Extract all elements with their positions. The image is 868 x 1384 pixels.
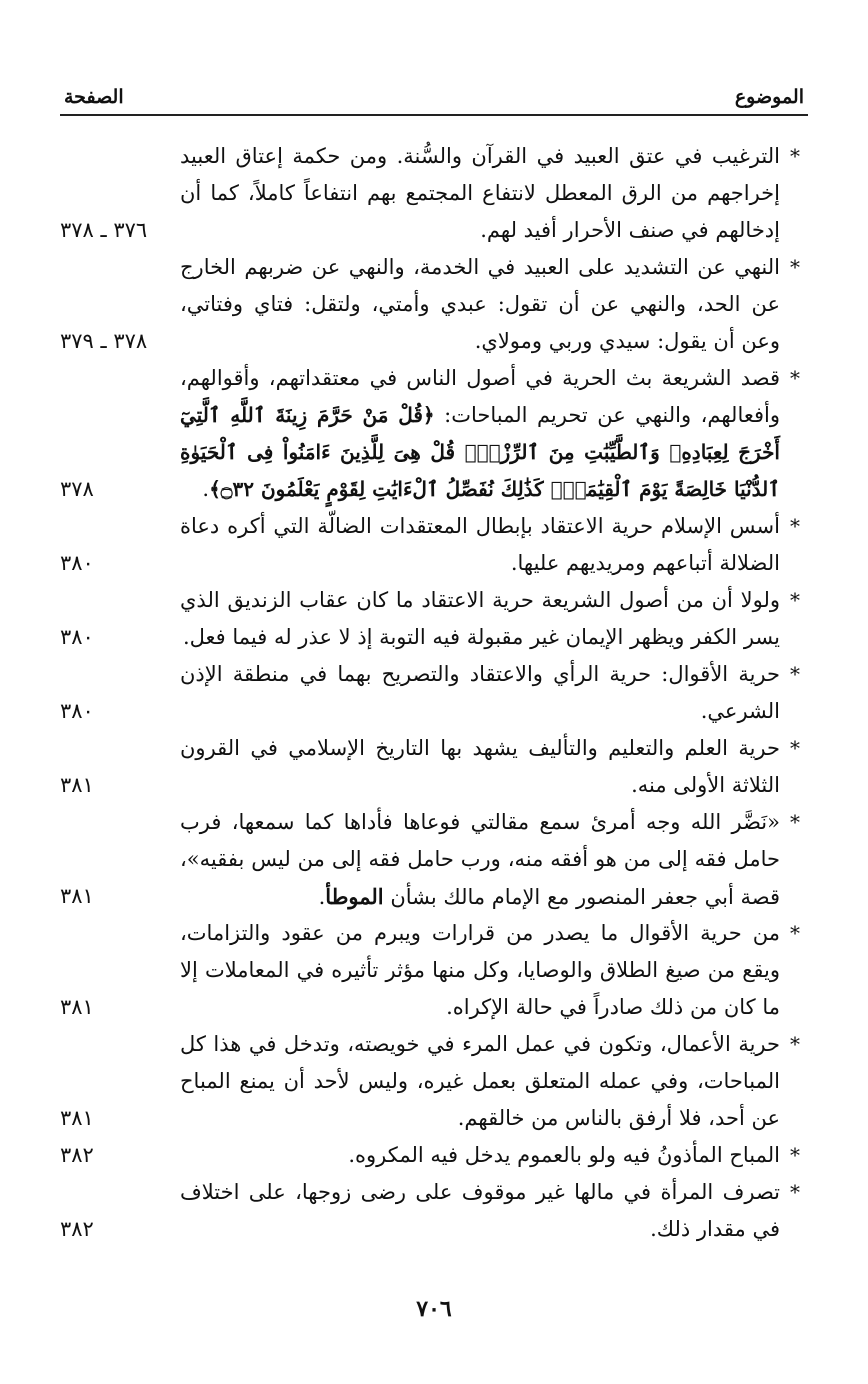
entry-text: حرية الأقوال: حرية الرأي والاعتقاد والتصريح بهما في منطقة الإذن الشرعي. <box>180 662 780 723</box>
bullet-icon: * <box>790 144 800 168</box>
bullet-icon: * <box>790 921 800 945</box>
entry-text: حرية الأعمال، وتكون في عمل المرء في خويصته، وتدخل في هذا كل المباحات، وفي عمله المتعلق بعمل غيره، وليس لأحد أن يمنع المباح عن أحد، فلا أرفق بالناس من خالقهم. <box>180 1032 780 1130</box>
entry-page-ref: ٣٨١ <box>60 995 94 1019</box>
entry-text-end: . <box>318 885 326 909</box>
quran-verse: ﴿قُلْ مَنْ حَرَّمَ زِينَةَ ٱللَّهِ ٱلَّتِيٓ أَخْرَجَ لِعِبَادِهِۦ وَٱلطَّيِّبَٰتِ مِنَ ٱلرِّزْقِۚ قُلْ هِىَ لِلَّذِينَ ءَامَنُواْ فِى ٱلْحَيَوٰةِ ٱلدُّنْيَا خَالِصَةً يَوْمَ ٱلْقِيَٰمَةِۗ كَذَٰلِكَ نُفَصِّلُ ٱلْءَايَٰتِ لِقَوْمٍ يَعْلَمُونَ ۝٣٢﴾ <box>180 403 780 501</box>
entry-text: من حرية الأقوال ما يصدر من قرارات ويبرم من عقود والتزامات، ويقع من صيغ الطلاق والوصايا، وكل منها مؤثر تأثيره في المعاملات إلا ما كان من ذلك صادراً في حالة الإكراه. <box>180 921 780 1019</box>
entry-text: الترغيب في عتق العبيد في القرآن والسُّنة. ومن حكمة إعتاق العبيد إخراجهم من الرق المعطل لانتفاع المجتمع بهم انتفاعاً كاملاً، كما أن إدخالهم في صنف الأحرار أفيد لهم. <box>180 144 780 242</box>
bullet-icon: * <box>790 1032 800 1056</box>
entry-page-ref: ٣٧٨ ـ ٣٧٩ <box>60 329 148 353</box>
index-entry <box>60 1174 808 1248</box>
entry-text: النهي عن التشديد على العبيد في الخدمة، والنهي عن ضربهم الخارج عن الحد، والنهي عن أن تقول: عبدي وأمتي، ولتقل: فتاي وفتاتي، وعن أن يقول: سيدي وربي ومولاي. <box>180 255 780 353</box>
entry-text: حرية العلم والتعليم والتأليف يشهد بها التاريخ الإسلامي في القرون الثلاثة الأولى منه. <box>180 736 780 797</box>
entry-page-ref: ٣٨١ <box>60 773 94 797</box>
bullet-icon: * <box>790 810 800 834</box>
entry-page-ref: ٣٨٠ <box>60 551 94 575</box>
bullet-icon: * <box>790 514 800 538</box>
bullet-icon: * <box>790 1143 800 1167</box>
entry-page-ref: ٣٨١ <box>60 1106 94 1130</box>
index-entry <box>60 730 808 804</box>
entry-page-ref: ٣٧٦ ـ ٣٧٨ <box>60 218 148 242</box>
entry-text-end: . <box>202 477 210 501</box>
bullet-icon: * <box>790 662 800 686</box>
entry-page-ref: ٣٨٢ <box>60 1217 94 1241</box>
entry-text: المباح المأذونُ فيه ولو بالعموم يدخل فيه المكروه. <box>348 1143 780 1167</box>
entry-page-ref: ٣٧٨ <box>60 477 94 501</box>
page-number: ٧٠٦ <box>416 1296 452 1322</box>
bullet-icon: * <box>790 1180 800 1204</box>
topic-column-label: الموضوع <box>734 86 804 108</box>
book-title: الموطأ <box>325 884 384 909</box>
index-entry <box>60 656 808 730</box>
page-column-label: الصفحة <box>64 86 124 108</box>
entry-text: قصد الشريعة بث الحرية في أصول الناس في معتقداتهم، وأقوالهم، وأفعالهم، والنهي عن تحريم المباحات: <box>180 366 780 427</box>
index-entry <box>60 915 808 1026</box>
bullet-icon: * <box>790 366 800 390</box>
entry-page-ref: ٣٨٢ <box>60 1143 94 1167</box>
entry-text: ولولا أن من أصول الشريعة حرية الاعتقاد ما كان عقاب الزنديق الذي يسر الكفر ويظهر الإيمان غير مقبولة فيه التوبة إذ لا عذر له فيما فعل. <box>180 588 780 649</box>
index-entry <box>60 138 808 249</box>
bullet-icon: * <box>790 255 800 279</box>
entry-page-ref: ٣٨٠ <box>60 625 94 649</box>
entry-text: «نَضَّر الله وجه أمرئ سمع مقالتي فوعاها فأداها كما سمعها، فرب حامل فقه إلى من هو أفقه منه، ورب حامل فقه إلى من ليس بفقيه»، قصة أبي جعفر المنصور مع الإمام مالك بشأن <box>180 810 780 909</box>
index-entry <box>60 804 808 915</box>
index-entry <box>60 1026 808 1137</box>
entry-page-ref: ٣٨٠ <box>60 699 94 723</box>
index-entry <box>60 360 808 508</box>
index-entry <box>60 1137 808 1174</box>
entry-page-ref: ٣٨١ <box>60 884 94 908</box>
index-entry <box>60 582 808 656</box>
entry-text: تصرف المرأة في مالها غير موقوف على رضى زوجها، على اختلاف في مقدار ذلك. <box>180 1180 780 1241</box>
entry-text: أسس الإسلام حرية الاعتقاد بإبطال المعتقدات الضالّة التي أكره دعاة الضلالة أتباعهم ومريديهم عليها. <box>180 514 780 575</box>
index-entry <box>60 508 808 582</box>
bullet-icon: * <box>790 588 800 612</box>
index-entries <box>60 138 808 1248</box>
bullet-icon: * <box>790 736 800 760</box>
table-header <box>60 86 808 116</box>
index-entry <box>60 249 808 360</box>
